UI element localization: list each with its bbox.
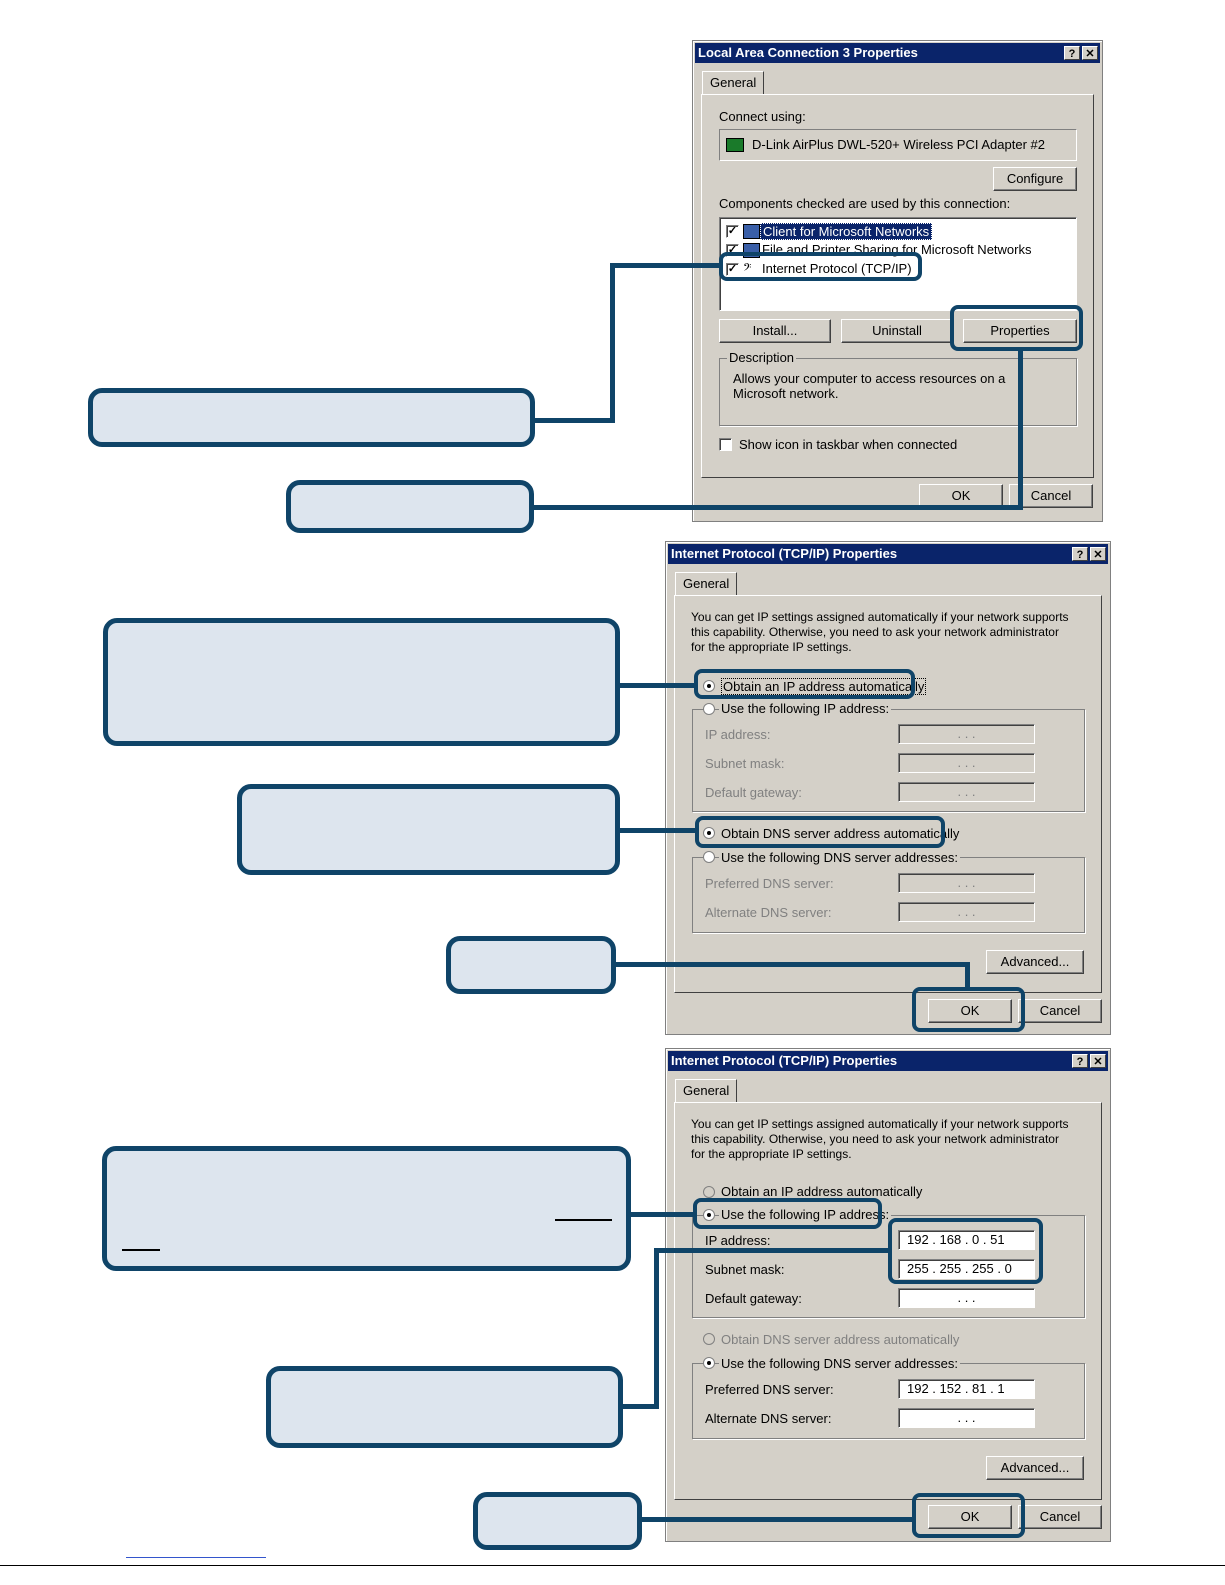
dialog-title: Internet Protocol (TCP/IP) Properties: [671, 546, 898, 561]
protocol-icon: 𝄢: [743, 261, 752, 276]
footer-link-underline: [126, 1557, 266, 1558]
obtain-dns-label: Obtain DNS server address automatically: [721, 826, 960, 841]
default-gateway-label: Default gateway:: [705, 785, 802, 800]
obtain-dns-radio[interactable]: [703, 1333, 715, 1345]
component-label: Client for Microsoft Networks: [760, 223, 932, 240]
preferred-dns-field[interactable]: . . .: [898, 873, 1035, 893]
configure-button[interactable]: Configure: [993, 167, 1077, 191]
connector-line: [610, 263, 615, 423]
use-ip-highlight: [693, 1198, 882, 1229]
connector-line: [640, 1517, 914, 1522]
dialog-title: Internet Protocol (TCP/IP) Properties: [671, 1053, 898, 1068]
tab-general[interactable]: General: [702, 71, 764, 94]
ip-values-highlight: [888, 1218, 1043, 1284]
use-ip-label: Use the following IP address:: [721, 701, 890, 716]
show-icon-label: Show icon in taskbar when connected: [739, 437, 958, 452]
callout-box: [473, 1492, 642, 1550]
subnet-mask-field[interactable]: 255 . 255 . 255 . 0: [898, 1259, 1035, 1279]
install-button[interactable]: Install...: [719, 319, 831, 343]
network-card-icon: [726, 138, 744, 152]
help-button[interactable]: ?: [1072, 547, 1088, 561]
uninstall-button[interactable]: Uninstall: [841, 319, 953, 343]
alternate-dns-field[interactable]: . . .: [898, 1408, 1035, 1428]
use-ip-label: Use the following IP address:: [721, 1207, 890, 1222]
dialog-title: Local Area Connection 3 Properties: [698, 45, 918, 60]
use-dns-label: Use the following DNS server addresses:: [721, 1356, 958, 1371]
alternate-dns-field[interactable]: . . .: [898, 902, 1035, 922]
callout-box: [286, 480, 534, 533]
alternate-dns-label: Alternate DNS server:: [705, 905, 832, 920]
obtain-ip-label: Obtain an IP address automatically: [723, 679, 925, 694]
preferred-dns-label: Preferred DNS server:: [705, 1382, 834, 1397]
component-label: File and Printer Sharing for Microsoft Networks: [762, 242, 1032, 257]
ok-highlight-2: [912, 987, 1025, 1032]
connector-line: [610, 263, 722, 268]
connector-line: [533, 418, 615, 423]
help-button[interactable]: ?: [1072, 1054, 1088, 1068]
ip-address-label: IP address:: [705, 1233, 771, 1248]
adapter-box: [719, 129, 1077, 161]
close-button[interactable]: ✕: [1082, 46, 1098, 60]
component-checkbox[interactable]: ✓: [727, 244, 738, 256]
obtain-dns-label: Obtain DNS server address automatically: [721, 1332, 960, 1347]
connector-line: [654, 1248, 890, 1253]
connector-line: [618, 683, 696, 688]
preferred-dns-field[interactable]: 192 . 152 . 81 . 1: [898, 1379, 1035, 1399]
default-gateway-label: Default gateway:: [705, 1291, 802, 1306]
dialog-title-bar[interactable]: [668, 1051, 1108, 1071]
callout-underline: [122, 1249, 160, 1251]
network-client-icon: [743, 224, 760, 239]
tcpip-properties-dialog-static: [665, 1048, 1111, 1542]
default-gateway-field[interactable]: . . .: [898, 782, 1035, 802]
connect-using-label: Connect using:: [719, 109, 806, 124]
lan-properties-dialog: [692, 40, 1103, 522]
component-row-client[interactable]: [726, 223, 1066, 240]
callout-underline: [555, 1219, 612, 1221]
connector-line: [1018, 349, 1023, 510]
callout-box: [103, 618, 620, 746]
intro-text: You can get IP settings assigned automatically if your network supports this capability. Otherwise, you need to ask your network administrator for the appropriate IP settings.: [691, 610, 1069, 654]
connector-line: [629, 1212, 695, 1217]
component-checkbox[interactable]: ✓: [727, 263, 738, 275]
connector-line: [654, 1248, 659, 1409]
help-button[interactable]: ?: [1064, 46, 1080, 60]
ip-address-field[interactable]: . . .: [898, 724, 1035, 744]
advanced-button[interactable]: Advanced...: [986, 1456, 1084, 1480]
dialog-title-bar[interactable]: [695, 43, 1100, 63]
use-dns-radio[interactable]: [703, 851, 715, 863]
connector-line: [618, 828, 697, 833]
ok-highlight-3: [912, 1493, 1025, 1538]
close-button[interactable]: ✕: [1090, 1054, 1106, 1068]
intro-text: You can get IP settings assigned automatically if your network supports this capability. Otherwise, you need to ask your network administrator for the appropriate IP settings.: [691, 1117, 1069, 1161]
subnet-mask-label: Subnet mask:: [705, 1262, 785, 1277]
tab-general[interactable]: General: [675, 1079, 737, 1102]
properties-highlight: [950, 305, 1083, 351]
connector-line: [614, 962, 970, 967]
ok-button[interactable]: OK: [928, 1505, 1012, 1529]
show-icon-checkbox[interactable]: [719, 438, 732, 451]
connector-line: [965, 962, 970, 989]
components-label: Components checked are used by this connection:: [719, 196, 1011, 211]
callout-box: [446, 936, 616, 994]
preferred-dns-label: Preferred DNS server:: [705, 876, 834, 891]
properties-button[interactable]: Properties: [963, 319, 1077, 343]
subnet-mask-field[interactable]: . . .: [898, 753, 1035, 773]
callout-box: [102, 1146, 631, 1271]
ok-button[interactable]: OK: [919, 484, 1003, 508]
alternate-dns-label: Alternate DNS server:: [705, 1411, 832, 1426]
connector-line: [533, 505, 1023, 510]
use-dns-radio[interactable]: [703, 1357, 715, 1369]
use-ip-radio[interactable]: [703, 703, 715, 715]
tcpip-highlight: [719, 252, 922, 281]
default-gateway-field[interactable]: . . .: [898, 1288, 1035, 1308]
callout-box: [237, 784, 620, 875]
description-legend: Description: [729, 350, 795, 365]
footer-rule: [0, 1565, 1225, 1566]
ip-address-field[interactable]: 192 . 168 . 0 . 51: [898, 1230, 1035, 1250]
advanced-button[interactable]: Advanced...: [986, 950, 1084, 974]
description-text: Allows your computer to access resources on a Microsoft network.: [733, 371, 1006, 401]
ip-address-label: IP address:: [705, 727, 771, 742]
adapter-name: D-Link AirPlus DWL-520+ Wireless PCI Adapter #2: [752, 137, 1045, 152]
tcpip-properties-dialog-auto: [665, 541, 1111, 1035]
close-button[interactable]: ✕: [1090, 547, 1106, 561]
callout-box: [266, 1366, 623, 1448]
obtain-ip-label: Obtain an IP address automatically: [721, 1184, 923, 1199]
subnet-mask-label: Subnet mask:: [705, 756, 785, 771]
ok-button[interactable]: OK: [928, 999, 1012, 1023]
component-label: Internet Protocol (TCP/IP): [762, 261, 912, 276]
use-dns-label: Use the following DNS server addresses:: [721, 850, 958, 865]
obtain-dns-highlight: [695, 816, 945, 848]
cancel-button[interactable]: Cancel: [1018, 1505, 1102, 1529]
cancel-button[interactable]: Cancel: [1009, 484, 1093, 508]
component-checkbox[interactable]: ✓: [727, 225, 738, 237]
tab-general[interactable]: General: [675, 572, 737, 595]
callout-box: [88, 388, 535, 447]
cancel-button[interactable]: Cancel: [1018, 999, 1102, 1023]
dialog-title-bar[interactable]: [668, 544, 1108, 564]
obtain-ip-radio[interactable]: [703, 1186, 715, 1198]
obtain-ip-highlight: [694, 669, 915, 699]
